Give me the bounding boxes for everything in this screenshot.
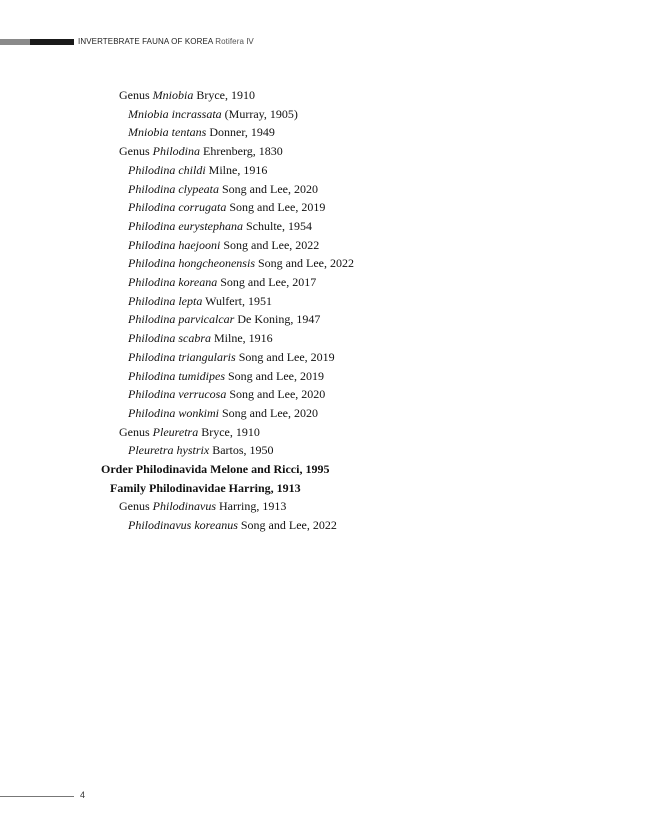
entry-taxon-name: Philodinavus bbox=[152, 499, 216, 514]
entry-taxon-name: Philodina verrucosa bbox=[128, 387, 227, 402]
entry-rank: Order Philodinavida Melone and Ricci, 1995 bbox=[101, 462, 330, 476]
running-header bbox=[0, 38, 652, 48]
entry-level-4 bbox=[128, 406, 318, 420]
entry-taxon-name: Philodina lepta bbox=[128, 293, 203, 308]
entry-taxon-name: Philodina parvicalcar bbox=[128, 312, 235, 327]
entry-authority: De Koning, 1947 bbox=[234, 312, 321, 327]
page-number: 4 bbox=[80, 790, 86, 800]
entry-authority: Schulte, 1954 bbox=[242, 218, 312, 233]
entry-level-4 bbox=[128, 107, 298, 121]
entry-authority: Bartos, 1950 bbox=[209, 443, 274, 458]
entry-level-4 bbox=[128, 125, 275, 139]
entry-level-4 bbox=[128, 443, 274, 457]
entry-level-2 bbox=[110, 481, 301, 495]
entry-level-3 bbox=[119, 425, 260, 439]
entry-authority: Milne, 1916 bbox=[205, 162, 268, 177]
entry-taxon-name: Mniobia bbox=[152, 88, 194, 102]
entry-taxon-name: Mniobia tentans bbox=[128, 125, 207, 140]
header-black-bar bbox=[30, 39, 74, 45]
entry-level-3 bbox=[119, 88, 255, 102]
entry-level-4 bbox=[128, 369, 324, 383]
entry-taxon-name: Philodina hongcheonensis bbox=[128, 256, 255, 271]
entry-level-4 bbox=[128, 275, 316, 289]
header-subtitle: Rotifera Ⅳ bbox=[215, 37, 254, 46]
header-title: INVERTEBRATE FAUNA OF KOREA bbox=[78, 37, 213, 46]
entry-rank: Genus bbox=[119, 424, 153, 439]
entry-taxon-name: Philodina clypeata bbox=[128, 181, 219, 196]
entry-level-4 bbox=[128, 294, 272, 308]
entry-authority: Song and Lee, 2022 bbox=[237, 518, 337, 533]
entry-authority: Song and Lee, 2020 bbox=[218, 181, 318, 196]
entry-authority: Ehrenberg, 1830 bbox=[200, 144, 283, 159]
entry-level-3 bbox=[119, 499, 286, 513]
entry-level-4 bbox=[128, 331, 273, 345]
entry-level-4 bbox=[128, 350, 335, 364]
entry-authority: Bryce, 1910 bbox=[193, 88, 255, 102]
entry-taxon-name: Philodina haejooni bbox=[128, 237, 221, 252]
entry-authority: Song and Lee, 2020 bbox=[226, 387, 326, 402]
entry-level-4 bbox=[128, 518, 337, 532]
entry-level-1 bbox=[101, 462, 329, 476]
entry-level-4 bbox=[128, 200, 325, 214]
entry-authority: Song and Lee, 2019 bbox=[235, 349, 335, 364]
entry-level-4 bbox=[128, 312, 320, 326]
entry-taxon-name: Philodina koreana bbox=[128, 275, 218, 289]
footer-rule bbox=[0, 796, 74, 797]
entry-taxon-name: Philodina scabra bbox=[128, 331, 211, 346]
header-gray-bar bbox=[0, 39, 30, 45]
entry-authority: Song and Lee, 2019 bbox=[226, 200, 326, 215]
entry-authority: (Murray, 1905) bbox=[221, 106, 298, 121]
entry-level-4 bbox=[128, 238, 319, 252]
entry-taxon-name: Mniobia incrassata bbox=[128, 106, 222, 121]
entry-authority: Song and Lee, 2017 bbox=[217, 275, 317, 289]
entry-taxon-name: Pleuretra bbox=[152, 424, 199, 439]
entry-authority: Song and Lee, 2022 bbox=[220, 237, 320, 252]
entry-authority: Harring, 1913 bbox=[216, 499, 287, 514]
entry-taxon-name: Philodina wonkimi bbox=[128, 405, 219, 420]
entry-authority: Bryce, 1910 bbox=[198, 424, 260, 439]
entry-taxon-name: Philodina corrugata bbox=[128, 200, 227, 215]
entry-taxon-name: Philodina triangularis bbox=[128, 349, 236, 364]
header-text bbox=[78, 37, 254, 46]
entry-level-4 bbox=[128, 219, 312, 233]
entry-rank: Genus bbox=[119, 88, 153, 102]
entry-authority: Song and Lee, 2019 bbox=[225, 368, 324, 383]
entry-authority: Wulfert, 1951 bbox=[202, 293, 272, 308]
entry-rank: Genus bbox=[119, 144, 153, 159]
entry-authority: Song and Lee, 2022 bbox=[254, 256, 354, 271]
entry-authority: Donner, 1949 bbox=[206, 125, 275, 140]
entry-level-4 bbox=[128, 256, 354, 270]
entry-rank: Family Philodinavidae Harring, 1913 bbox=[110, 480, 301, 495]
entry-level-4 bbox=[128, 182, 318, 196]
entry-taxon-name: Philodina bbox=[152, 144, 201, 159]
entry-authority: Song and Lee, 2020 bbox=[219, 405, 318, 420]
entry-level-3 bbox=[119, 144, 283, 158]
entry-level-4 bbox=[128, 163, 267, 177]
entry-taxon-name: Philodina childi bbox=[128, 162, 206, 177]
entry-taxon-name: Philodina eurystephana bbox=[128, 218, 243, 233]
entry-authority: Milne, 1916 bbox=[211, 331, 273, 346]
entry-rank: Genus bbox=[119, 499, 153, 514]
entry-level-4 bbox=[128, 387, 325, 401]
entry-taxon-name: Philodina tumidipes bbox=[128, 368, 225, 383]
entry-taxon-name: Pleuretra hystrix bbox=[128, 443, 210, 458]
entry-taxon-name: Philodinavus koreanus bbox=[128, 518, 238, 533]
